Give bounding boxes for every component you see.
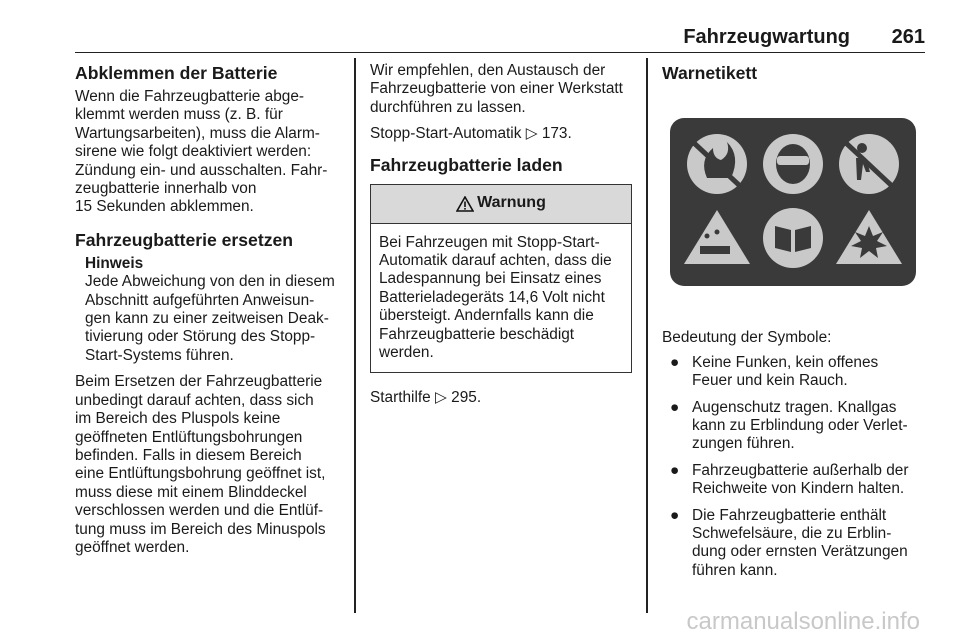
recommend-paragraph: Wir empfehlen, den Austausch der Fahrzeugbatterie von einer Werkstatt durchführen zu lassen. [370, 62, 623, 116]
page-reference: 173. [541, 125, 572, 143]
warning-text: Bei Fahrzeugen mit Stopp-Start- Automatik darauf achten, dass die Ladespannung bei Einsatz eines Batterieladegeräts 14,6 Volt nicht übersteigt. Andernfalls kann die Fahrzeugbatterie beschädigt werden. [379, 233, 612, 362]
arrow-icon: ▷ [525, 125, 538, 143]
bullet-icon: ● [670, 353, 680, 371]
column-divider [646, 58, 648, 613]
page-header [75, 22, 925, 53]
bullet-icon: ● [670, 461, 680, 479]
column-2 [370, 62, 632, 416]
read-manual-icon [763, 208, 823, 268]
battery-warning-label [662, 98, 924, 310]
heading-warning-label: Warnetikett [662, 63, 758, 83]
heading-disconnect-battery: Abklemmen der Batterie [75, 63, 278, 83]
no-flame-icon [687, 134, 747, 194]
replace-paragraph: Beim Ersetzen der Fahrzeugbatterie unbedingt darauf achten, dass sich im Bereich des Pluspols keine geöffneten Entlüftungsbohrungen befinden. Falls in diesem Bereich eine Entlüftungsbohrung geöffnet ist, muss diese mit einem Blinddeckel verschlossen werden und die Entlüf- tung muss im Bereich des Minuspols geöffnet werden. [75, 373, 326, 556]
column-divider [354, 58, 356, 613]
list-item: ● Fahrzeugbatterie außerhalb der Reichweite von Kindern halten. [670, 461, 909, 498]
list-item: ● Augenschutz tragen. Knallgas kann zu Erblindung oder Verlet- zungen führen. [670, 398, 908, 453]
section-title: Fahrzeugwartung [683, 26, 850, 48]
warning-triangle-icon [456, 196, 474, 212]
list-item: ● Die Fahrzeugbatterie enthält Schwefelsäure, die zu Erblin- dung oder ernsten Verätzungen führen kann. [670, 506, 908, 579]
heading-replace-battery: Fahrzeugbatterie ersetzen [75, 229, 294, 250]
page-number: 261 [891, 26, 925, 48]
column-3 [662, 62, 924, 588]
warning-title: Warnung [477, 194, 546, 212]
symbols-intro: Bedeutung der Symbole: [662, 329, 832, 347]
note-title: Hinweis [85, 254, 144, 272]
warning-header [371, 185, 631, 224]
list-item: ● Keine Funken, kein offenes Feuer und kein Rauch. [670, 353, 879, 390]
eye-protection-icon [763, 134, 823, 194]
bullet-icon: ● [670, 506, 680, 524]
column-1 [75, 62, 345, 565]
stopstart-reference[interactable]: Stopp-Start-Automatik ▷ 173. [370, 125, 572, 143]
warning-box [370, 184, 632, 374]
note-box: Hinweis Jede Abweichung von den in diesem Abschnitt aufgeführten Anweisun- gen kann zu einer zeitweisen Deak- tivierung oder Störung des Stopp- Start-Systems führen. [75, 255, 345, 365]
arrow-icon: ▷ [435, 389, 447, 407]
page-reference: 295. [451, 389, 482, 407]
keep-away-children-icon [839, 134, 899, 194]
watermark: carmanualsonline.info [686, 608, 920, 635]
symbol-list [662, 354, 924, 580]
disconnect-paragraph: Wenn die Fahrzeugbatterie abge- klemmt werden muss (z. B. für Wartungsarbeiten), muss die Alarm- sirene wie folgt deaktiviert werden: Zündung ein- und ausschalten. Fahr- zeugbatterie innerhalb von 15 Sekunden abklemmen. [75, 88, 328, 216]
heading-charge-battery: Fahrzeugbatterie laden [370, 154, 563, 175]
jumpstart-reference[interactable]: Starthilfe ▷ 295. [370, 389, 482, 407]
bullet-icon: ● [670, 398, 680, 416]
